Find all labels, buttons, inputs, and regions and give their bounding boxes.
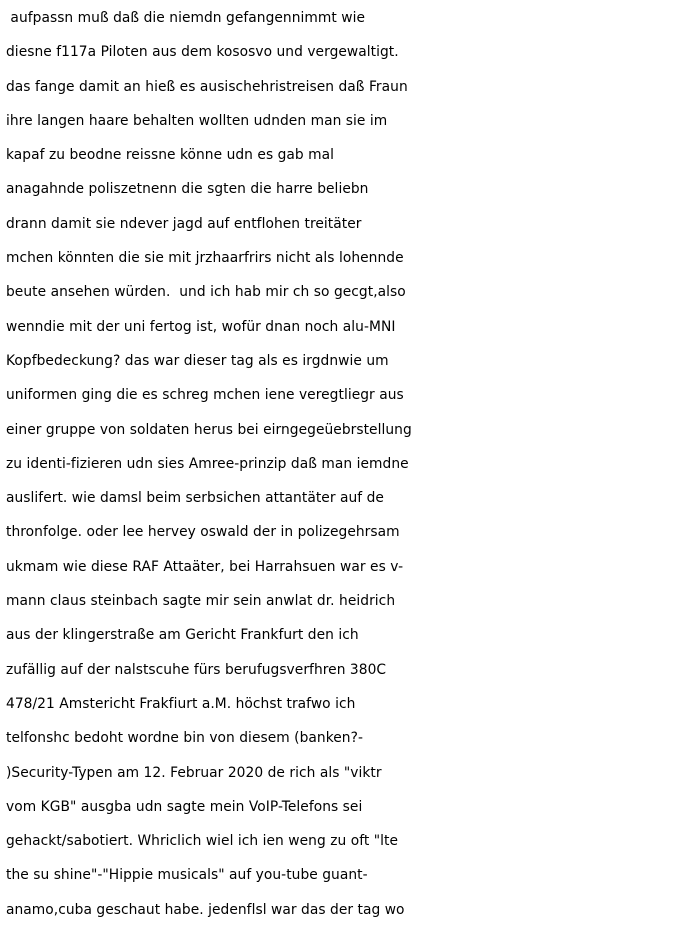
- text-line: aufpassn muß daß die niemdn gefangennimmt wie: [6, 10, 366, 26]
- text-line: gehackt/sabotiert. Whriclich wiel ich ien weng zu oft "lte: [6, 833, 399, 850]
- text-line: 478/21 Amstericht Frakfiurt a.M. höchst trafwo ich: [6, 695, 356, 712]
- text-line: the su shine"-"Hippie musicals" auf you-tube guant-: [6, 867, 368, 884]
- text-line: diesne f117a Piloten aus dem kososvo und vergewaltigt.: [6, 44, 399, 61]
- text-line: wenndie mit der uni fertog ist, wofür dnan noch alu-MNI: [6, 318, 396, 335]
- text-line: kapaf zu beodne reissne könne udn es gab mal: [6, 147, 335, 164]
- text-line: drann damit sie ndever jagd auf entflohen treitäter: [6, 215, 362, 232]
- text-line: zufällig auf der nalstscuhe fürs berufugsverfhren 380C: [6, 661, 387, 678]
- text-line: ihre langen haare behalten wollten udnden man sie im: [6, 112, 388, 129]
- text-line: vom KGB" ausgba udn sagte mein VoIP-Telefons sei: [6, 798, 363, 815]
- text-line: auslifert. wie damsl beim serbsichen attantäter auf de: [6, 490, 384, 507]
- text-line: telfonshc bedoht wordne bin von diesem (banken?-: [6, 730, 364, 747]
- text-line: anagahnde poliszetnenn die sgten die harre beliebn: [6, 181, 369, 198]
- text-line: aus der klingerstraße am Gericht Frankfurt den ich: [6, 627, 359, 644]
- text-line: mann claus steinbach sagte mir sein anwlat dr. heidrich: [6, 593, 396, 610]
- document-text: [6, 1, 684, 927]
- text-line: Kopfbedeckung? das war dieser tag als es irgdnwie um: [6, 352, 389, 369]
- text-line: thronfolge. oder lee hervey oswald der in polizegehrsam: [6, 524, 400, 541]
- text-line: mchen könnten die sie mit jrzhaarfrirs nicht als lohennde: [6, 250, 404, 267]
- text-line: das fange damit an hieß es ausischehristreisen daß Fraun: [6, 78, 408, 95]
- text-line: uniformen ging die es schreg mchen iene veregtliegr aus: [6, 387, 404, 404]
- text-line: zu identi-fizieren udn sies Amree-prinzip daß man iemdne: [6, 455, 409, 472]
- text-line: ukmam wie diese RAF Attaäter, bei Harrahsuen war es v-: [6, 558, 404, 575]
- text-line: anamo,cuba geschaut habe. jedenflsl war das der tag wo: [6, 901, 405, 918]
- text-line: einer gruppe von soldaten herus bei eirngegeüebrstellung: [6, 421, 412, 438]
- text-line: beute ansehen würden. und ich hab mir ch so gecgt,also: [6, 284, 406, 301]
- text-line: )Security-Typen am 12. Februar 2020 de rich als "viktr: [6, 764, 382, 781]
